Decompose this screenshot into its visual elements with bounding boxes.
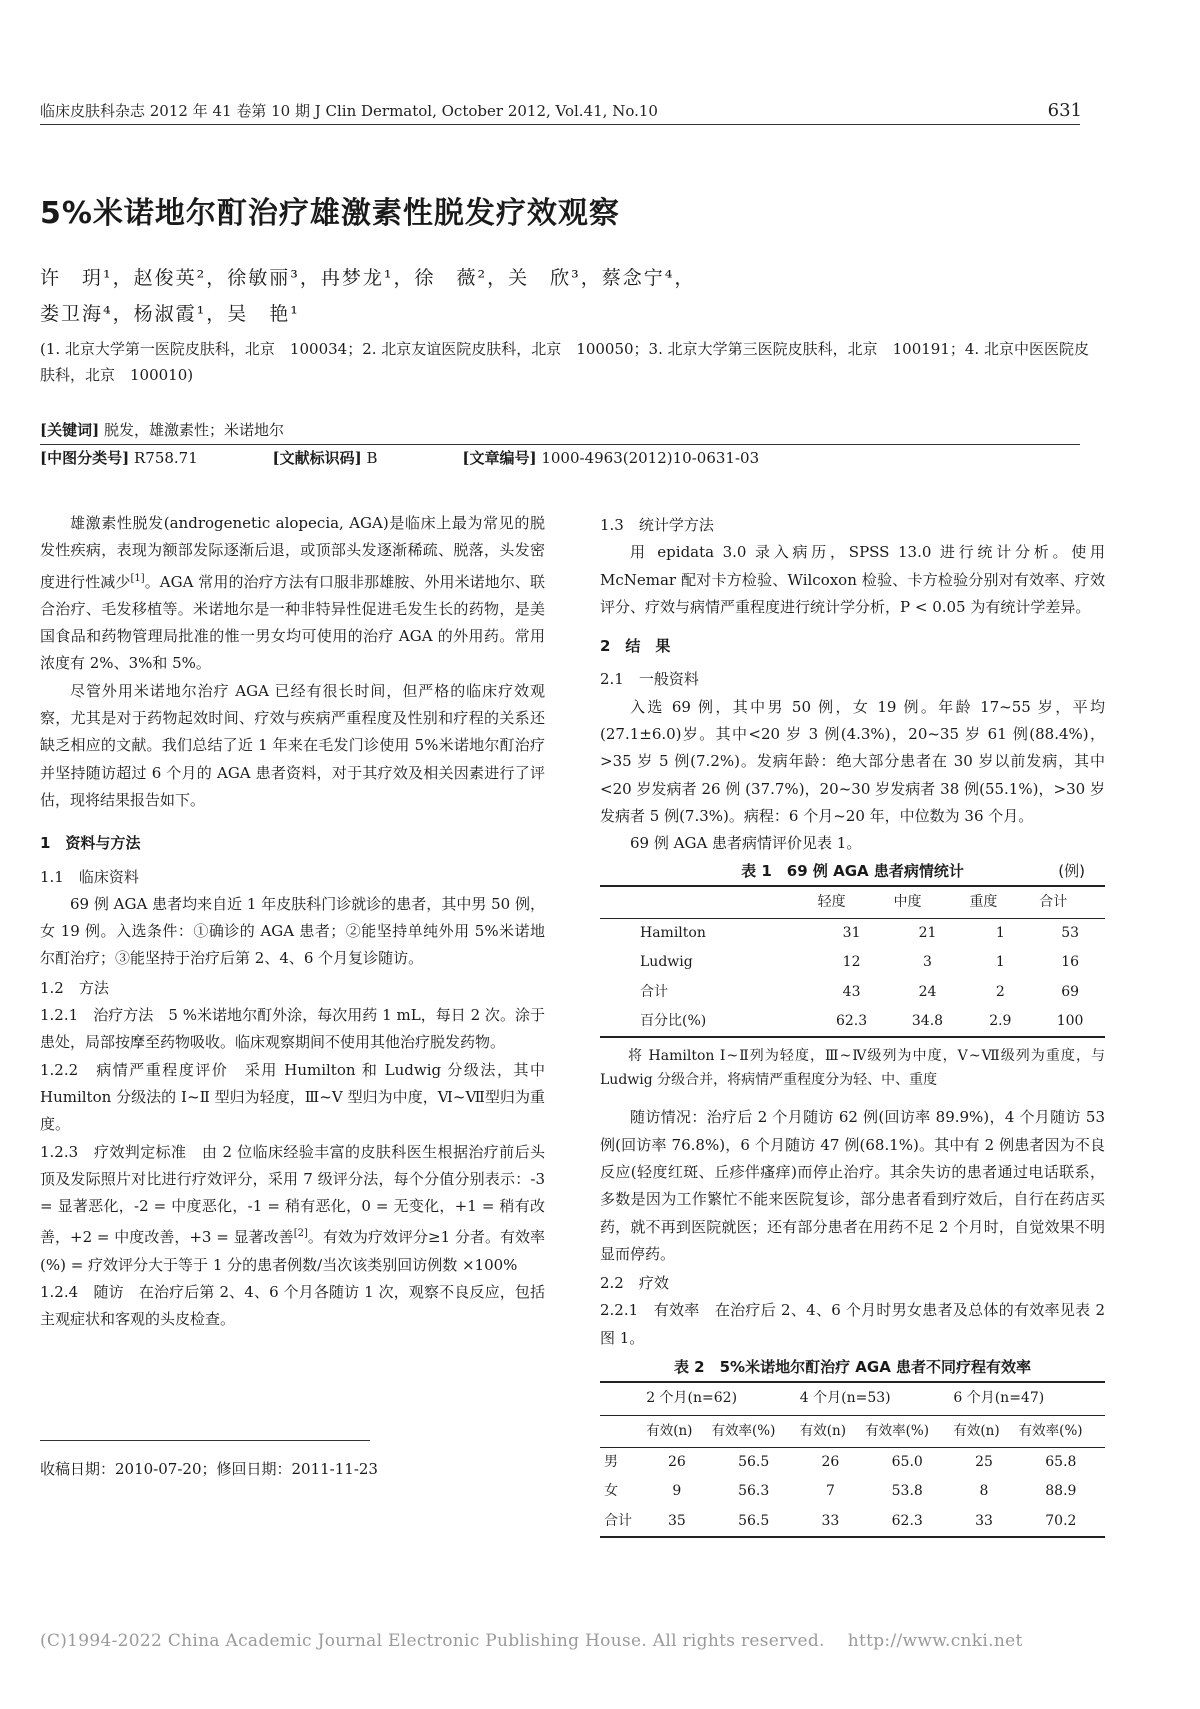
keywords-rule xyxy=(40,444,1080,445)
clinical-data-paragraph: 69 例 AGA 患者均来自近 1 年皮肤科门诊就诊的患者，其中男 50 例，女 19 例。入选条件：①确诊的 AGA 患者；②能坚持单纯外用 5%米诺地尔酊治疗；③能坚持于治疗后第 2、4、6 个月复诊随访。 xyxy=(40,894,545,968)
table-row: 百分比(%) 62.3 34.8 2.9 100 xyxy=(640,1013,1084,1030)
table2-group-header: 4 个月(n=53) xyxy=(798,1382,952,1415)
ref-2: [2] xyxy=(293,1228,308,1240)
severity-paragraph: 1.2.2 病情严重程度评价 采用 Humilton 和 Ludwig 分级法，其中 Humilton 分级法的 Ⅰ~Ⅱ 型归为轻度，Ⅲ~Ⅴ 型归为中度，Ⅵ~Ⅶ型归为重度。 xyxy=(40,1060,545,1134)
table2-group-header: 2 个月(n=62) xyxy=(644,1382,798,1415)
section-1-1-heading: 1.1 临床资料 xyxy=(40,867,139,886)
keywords-value: 脱发，雄激素性；米诺地尔 xyxy=(103,421,284,439)
left-column xyxy=(40,510,545,1334)
author-line-2: 娄卫海⁴，杨淑霞¹，吴 艳¹ xyxy=(40,303,300,325)
table-row: 女 9 56.3 7 53.8 8 88.9 xyxy=(604,1483,1077,1500)
ref-1: [1] xyxy=(130,572,145,584)
efficacy-rate-paragraph: 2.2.1 有效率 在治疗后 2、4、6 个月时男女患者及总体的有效率见表 2 图 1。 xyxy=(600,1301,1105,1347)
table2-sub-header: 有效率(%) xyxy=(863,1415,951,1447)
author-line-1: 许 玥¹，赵俊英²，徐敏丽³，冉梦龙¹，徐 薇²，关 欣³，蔡念宁⁴， xyxy=(40,267,696,289)
table1-header-cell: 重度 xyxy=(965,886,1035,919)
intro-paragraph-1: 雄激素性脱发(androgenetic alopecia, AGA)是临床上最为常见的脱发性疾病，表现为额部发际逐渐后退，或顶部头发逐渐稀疏、脱落，头发密度进行性减少[1]。AGA 常用的治疗方法有口服非那雄胺、外用米诺地尔、联合治疗、毛发移植等。米诺地尔是一种非特异性促进毛发生长的药物，是美国食品和药物管理局批准的惟一男女均可使用的治疗 AGA 的外用药。常用浓度有 2%、3%和 5%。 xyxy=(40,514,545,673)
intro-paragraph-2: 尽管外用米诺地尔治疗 AGA 已经有很长时间，但严格的临床疗效观察，尤其是对于药物起效时间、疗效与疾病严重程度及性别和疗程的关系还缺乏相应的文献。我们总结了近 1 年来在毛发门诊使用 5%米诺地尔酊治疗并坚持随访超过 6 个月的 AGA 患者资料，对于其疗效及相关因素进行了评估，现将结果报告如下。 xyxy=(40,681,545,809)
classification-value: R758.71 xyxy=(133,449,198,467)
page-number: 631 xyxy=(1047,100,1082,121)
follow-up-paragraph: 1.2.4 随访 在治疗后第 2、4、6 个月各随访 1 次，观察不良反应，包括主观症状和客观的头皮检查。 xyxy=(40,1283,545,1329)
affiliations: (1. 北京大学第一医院皮肤科，北京 100034；2. 北京友谊医院皮肤科，北京 100050；3. 北京大学第三医院皮肤科，北京 100191；4. 北京中医医院皮肤科，北京 100010) xyxy=(40,340,1089,384)
table1 xyxy=(600,885,1105,1038)
table-row: Ludwig 12 3 1 16 xyxy=(640,954,1080,971)
table1-unit: (例) xyxy=(1058,861,1085,880)
article-title: 5%米诺地尔酊治疗雄激素性脱发疗效观察 xyxy=(40,196,620,231)
classification-label: [中图分类号] xyxy=(40,449,130,467)
journal-header: 临床皮肤科杂志 2012 年 41 卷第 10 期 J Clin Dermatol, October 2012, Vol.41, No.10 xyxy=(40,102,658,120)
classification-line xyxy=(40,444,759,472)
table2-sub-header: 有效率(%) xyxy=(1017,1415,1105,1447)
author-list xyxy=(40,260,695,332)
table-row: 合计 35 56.5 33 62.3 33 70.2 xyxy=(604,1512,1077,1529)
table1-header-cell: 轻度 xyxy=(814,886,890,919)
section-1-2-heading: 1.2 方法 xyxy=(40,978,109,997)
article-number-label: [文章编号] xyxy=(462,449,537,467)
table2-sub-header: 有效率(%) xyxy=(710,1415,798,1447)
table1-header-cell: 中度 xyxy=(890,886,966,919)
table2-sub-header: 有效(n) xyxy=(951,1415,1016,1447)
table1-caption: 表 1 69 例 AGA 患者病情统计 (例) xyxy=(600,858,1105,885)
table2-caption: 表 2 5%米诺地尔酊治疗 AGA 患者不同疗程有效率 xyxy=(673,1358,1032,1377)
keywords-line xyxy=(40,416,759,444)
treatment-method-paragraph: 1.2.1 治疗方法 5 %米诺地尔酊外涂，每次用药 1 mL，每日 2 次。涂于患处，局部按摩至药物吸收。临床观察期间不使用其他治疗脱发药物。 xyxy=(40,1006,545,1052)
right-column xyxy=(600,510,1105,1538)
follow-up-status-paragraph: 随访情况：治疗后 2 个月随访 62 例(回访率 89.9%)，4 个月随访 53 例(回访率 76.8%)，6 个月随访 47 例(68.1%)。其中有 2 例患者因为不良反应(轻度红斑、丘疹伴瘙痒)而停止治疗。其余失访的患者通过电话联系，多数是因为工作繁忙不能来医院复诊，部分患者看到疗效后，自行在药店买药，就不再到医院就医；还有部分患者在用药不足 2 个月时，自觉效果不明显而停药。 xyxy=(600,1108,1105,1263)
article-number-value: 1000-4963(2012)10-0631-03 xyxy=(541,449,760,467)
doc-code-label: [文献标识码] xyxy=(272,449,362,467)
efficacy-criteria-paragraph: 1.2.3 疗效判定标准 由 2 位临床经验丰富的皮肤科医生根据治疗前后头顶及发际照片对比进行疗效评分，采用 7 级评分法，每个分值分别表示：-3 = 显著恶化，-2 = 中度恶化，-1 = 稍有恶化，0 = 无变化，+1 = 稍有改善，+2 = 中度改善，+3 = 显著改善[2]。有效为疗效评分≥1 分者。有效率(%) = 疗效评分大于等于 1 分的患者例数/当次该类别回访例数 ×100% xyxy=(40,1142,545,1274)
section-2-1-heading: 2.1 一般资料 xyxy=(600,670,699,689)
footnote-rule xyxy=(40,1440,370,1441)
table-row: 男 26 56.5 26 65.0 25 65.8 xyxy=(604,1453,1077,1470)
table1-header-cell xyxy=(600,886,814,919)
table-row: 合计 43 24 2 69 xyxy=(640,983,1080,1000)
table-row: Hamilton 31 21 1 53 xyxy=(640,925,1080,942)
table2-sub-header: 有效(n) xyxy=(798,1415,863,1447)
keywords-label: [关键词] xyxy=(40,421,100,439)
table2-sub-header: 有效(n) xyxy=(644,1415,709,1447)
table1-header-cell: 合计 xyxy=(1035,886,1105,919)
table1-reference: 69 例 AGA 患者病情评价见表 1。 xyxy=(630,834,862,853)
section-1-heading: 1 资料与方法 xyxy=(40,834,141,853)
section-1-3-heading: 1.3 统计学方法 xyxy=(600,516,714,534)
section-2-2-heading: 2.2 疗效 xyxy=(600,1274,669,1293)
header-rule xyxy=(40,124,1080,125)
table2-group-header: 6 个月(n=47) xyxy=(951,1382,1105,1415)
received-date-footnote: 收稿日期：2010-07-20；修回日期：2011-11-23 xyxy=(40,1460,378,1478)
section-2-heading: 2 结 果 xyxy=(600,637,671,656)
statistics-paragraph: 用 epidata 3.0 录入病历，SPSS 13.0 进行统计分析。使用 McNemar 配对卡方检验、Wilcoxon 检验、卡方检验分别对有效率、疗效评分、疗效与病情严重程度进行统计学分析，P < 0.05 为有统计学差异。 xyxy=(600,543,1105,616)
table2 xyxy=(600,1381,1105,1537)
table1-note: 将 Hamilton Ⅰ~Ⅱ列为轻度，Ⅲ~Ⅳ级列为中度，Ⅴ~Ⅶ级列为重度，与 Ludwig 分级合并，将病情严重程度分为轻、中、重度 xyxy=(600,1048,1105,1089)
copyright-watermark: (C)1994-2022 China Academic Journal Electronic Publishing House. All rights reserved. http://www.cnki.net xyxy=(40,1631,1023,1651)
general-data-paragraph: 入选 69 例，其中男 50 例，女 19 例。年龄 17~55 岁，平均(27.1±6.0)岁。其中<20 岁 3 例(4.3%)，20~35 岁 61 例(88.4%)，>35 岁 5 例(7.2%)。发病年龄：绝大部分患者在 30 岁以前发病，其中<20 岁发病者 26 例 (37.7%)，20~30 岁发病者 38 例(55.1%)，>30 岁发病者 5 例(7.3%)。病程：6 个月~20 年，中位数为 36 个月。 xyxy=(600,697,1105,825)
doc-code-value: B xyxy=(366,449,378,467)
